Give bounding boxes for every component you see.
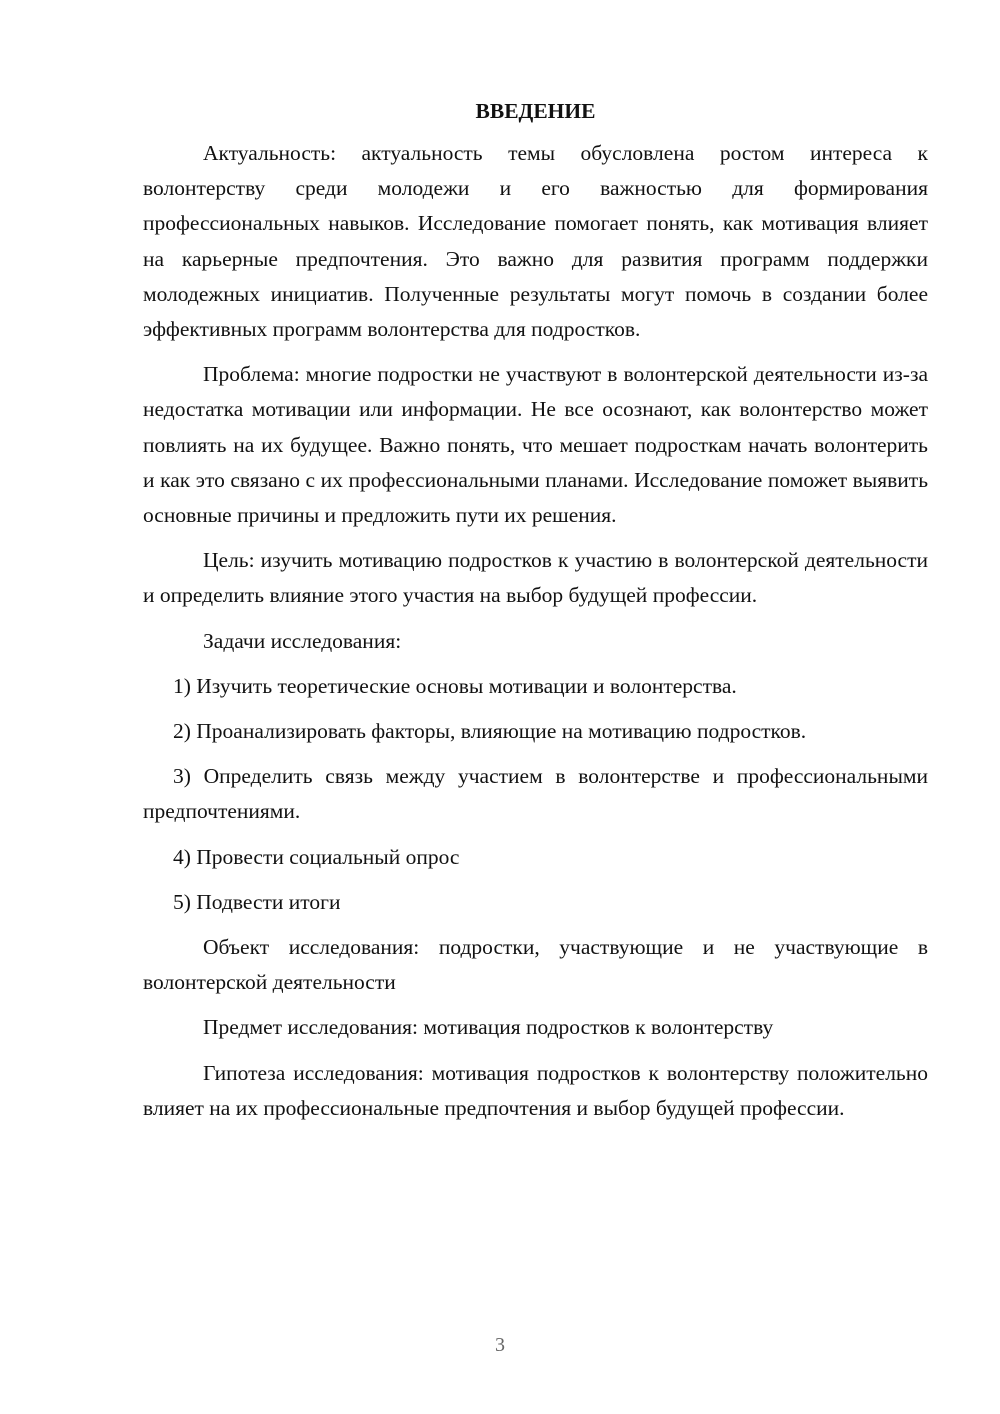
task-item-5: 5) Подвести итоги [173, 889, 341, 914]
object-paragraph: Объект исследования: подростки, участвующие и не участвующие в волонтерской деятельности [143, 935, 928, 995]
task-item-4: 4) Провести социальный опрос [173, 844, 460, 869]
task-item-2: 2) Проанализировать факторы, влияющие на мотивацию подростков. [173, 719, 807, 744]
task-item-1: 1) Изучить теоретические основы мотивации и волонтерства. [173, 673, 737, 698]
hypothesis-paragraph: Гипотеза исследования: мотивация подростков к волонтерству положительно влияет на их профессиональные предпочтения и выбор будущей профессии. [143, 1060, 928, 1120]
page-number: 3 [495, 1334, 505, 1356]
tasks-heading: Задачи исследования: [203, 628, 402, 653]
task-item-3: 3) Определить связь между участием в волонтерстве и профессиональными предпочтениями. [143, 764, 928, 824]
goal-paragraph: Цель: изучить мотивацию подростков к участию в волонтерской деятельности и определить влияние этого участия на выбор будущей профессии. [143, 548, 928, 608]
section-title: ВВЕДЕНИЕ [475, 99, 596, 123]
relevance-paragraph: Актуальность: актуальность темы обусловлена ростом интереса к волонтерству среди молодежи и его важностью для формирования профессиональных навыков. Исследование помогает понять, как мотивация влияет на карьерные предпочтения. Это важно для развития программ поддержки молодежных инициатив. Полученные результаты могут помочь в создании более эффективных программ волонтерства для подростков. [143, 141, 928, 342]
problem-paragraph: Проблема: многие подростки не участвуют в волонтерской деятельности из-за недостатка мотивации или информации. Не все осознают, как волонтерство может повлиять на их будущее. Важно понять, что мешает подросткам начать волонтерить и как это связано с их профессиональными планами. Исследование поможет выявить основные причины и предложить пути их решения. [143, 362, 928, 528]
document-page [143, 96, 928, 1136]
subject-paragraph: Предмет исследования: мотивация подростков к волонтерству [203, 1015, 774, 1040]
